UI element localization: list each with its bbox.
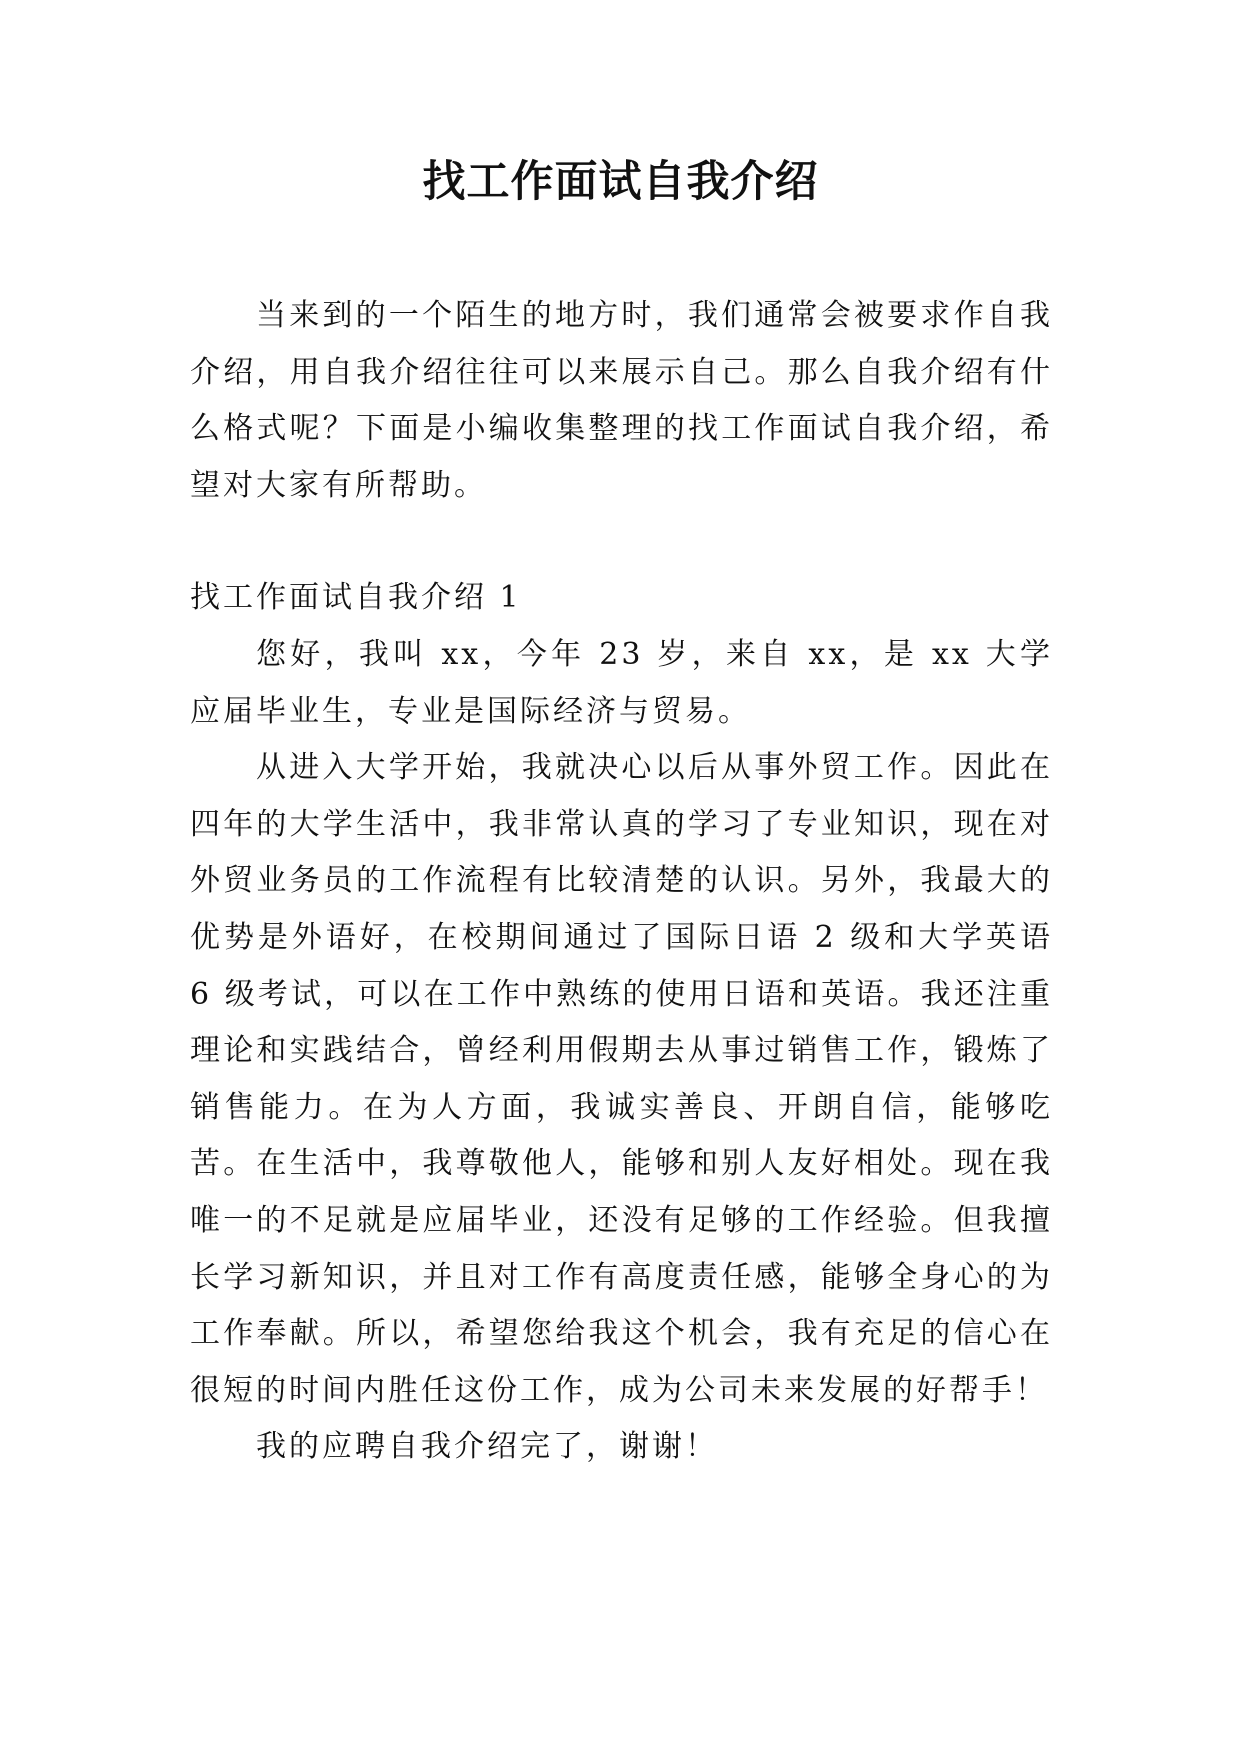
page-title: 找工作面试自我介绍	[422, 157, 819, 207]
body-paragraph: 从进入大学开始，我就决心以后从事外贸工作。因此在四年的大学生活中，我非常认真的学习了专业知识，现在对外贸业务员的工作流程有比较清楚的认识。另外，我最大的优势是外语好，在校期间通过了国际日语 2 级和大学英语 6 级考试，可以在工作中熟练的使用日语和英语。我还注重理论和实践结合，曾经利用假期去从事过销售工作，锻炼了销售能力。在为人方面，我诚实善良、开朗自信，能够吃苦。在生活中，我尊敬他人，能够和别人友好相处。现在我唯一的不足就是应届毕业，还没有足够的工作经验。但我擅长学习新知识，并且对工作有高度责任感，能够全身心的为工作奉献。所以，希望您给我这个机会，我有充足的信心在很短的时间内胜任这份工作，成为公司未来发展的好帮手！	[190, 750, 1053, 1408]
document-body	[190, 288, 1053, 1476]
section-heading: 找工作面试自我介绍 1	[190, 580, 522, 616]
intro-paragraph: 当来到的一个陌生的地方时，我们通常会被要求作自我介绍，用自我介绍往往可以来展示自己。那么自我介绍有什么格式呢？下面是小编收集整理的找工作面试自我介绍，希望对大家有所帮助。	[190, 298, 1053, 503]
body-paragraph: 您好，我叫 xx，今年 23 岁，来自 xx，是 xx 大学应届毕业生，专业是国际经济与贸易。	[190, 636, 1053, 729]
closing-paragraph: 我的应聘自我介绍完了，谢谢！	[256, 1429, 718, 1465]
